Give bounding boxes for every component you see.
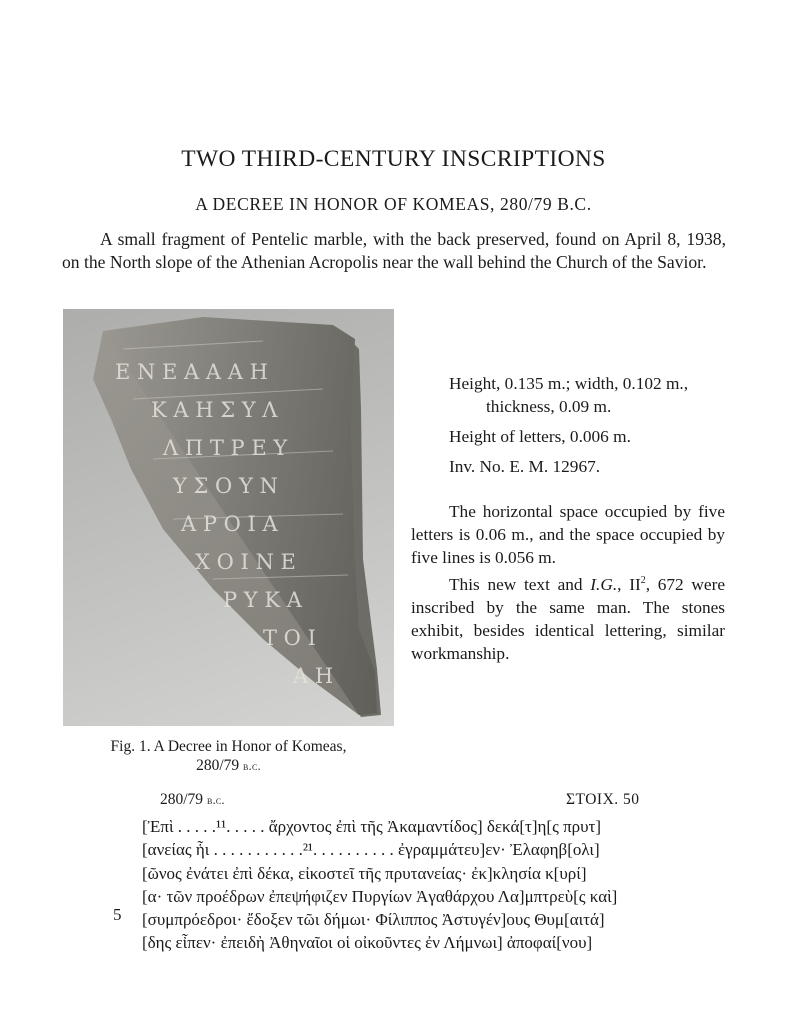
figure-caption-line1: Fig. 1. A Decree in Honor of Komeas, <box>110 738 347 755</box>
inscription-line: [Ἐπὶ . . . . .¹¹. . . . . ἄρχοντος ἐπὶ τῆς Ἀκαμαντίδος] δεκά[τ]η[ς πρυτ] <box>142 817 602 836</box>
stone-letter-row: Α Ρ Ο Ι Α <box>181 512 278 536</box>
stone-fragment-image <box>63 309 394 726</box>
measure-letters: Height of letters, 0.006 m. <box>449 427 631 446</box>
measure-inventory: Inv. No. E. M. 12967. <box>449 457 601 476</box>
inscription-line: [συμπρόεδροι· ἔδοξεν τῶι δήμωι· Φίλιππος Ἀστυγέν]ους Θυμ[αιτά] <box>142 910 605 930</box>
stone-letter-row: Υ Σ Ο Υ Ν <box>173 474 278 498</box>
greek-inscription-text <box>142 815 682 955</box>
paragraph-spacing: The horizontal space occupied by five letters is 0.06 m., and the space occupied by five lines is 0.056 m. <box>411 502 725 567</box>
inscription-date: 280/79 b.c. <box>160 791 225 808</box>
measure-height-width: Height, 0.135 m.; width, 0.102 m., <box>449 374 689 393</box>
intro-paragraph: A small fragment of Pentelic marble, with the back preserved, found on April 8, 1938, on the North slope of the Athenian Acropolis near the wall behind the Church of the Savior. <box>62 229 726 272</box>
inscription-photo <box>63 309 394 726</box>
figure-caption-year: 280/79 <box>196 757 240 774</box>
inscription-line: [α· τῶν προέδρων ἐπεψήφιζεν Πυργίων Ἀγαθάρχου Λα]μπτρεὺ[ς καὶ] <box>142 886 618 906</box>
measurements-block <box>449 372 739 485</box>
figure-caption-era: b.c. <box>243 759 261 773</box>
figure-caption <box>63 737 394 776</box>
stone-letter-row: Κ Α Η Σ Υ Λ <box>151 398 278 422</box>
stoichedon-label: ΣΤΟΙΧ. 50 <box>566 791 640 808</box>
ig-reference: I.G. <box>590 574 618 594</box>
line-number: 5 <box>113 905 122 924</box>
inscription-line: [δης εἶπεν· ἐπειδὴ Ἀθηναῖοι οἱ οἰκοῦντες ἐν Λήμνωι] ἀποφαί[νου] <box>142 933 593 953</box>
stone-letter-row: Ρ Υ Κ Α <box>223 588 302 612</box>
inscription-line: [ῶνος ἐνάτει ἐπὶ δέκα, εἰκοστεῖ τῆς πρυτανείας· ἐκ]κλησία κ[υρί] <box>142 863 587 883</box>
article-subtitle: A DECREE IN HONOR OF KOMEAS, 280/79 B.C. <box>195 194 592 214</box>
description-text <box>411 500 725 665</box>
stone-letter-row: Τ Ο Ι <box>263 626 316 650</box>
stone-letter-row: Α Η <box>293 664 334 688</box>
page-title: TWO THIRD-CENTURY INSCRIPTIONS <box>181 146 606 172</box>
paragraph-comparison: This new text and I.G., $II^2$, 672 were inscribed by the same man. The stones exhibit, besides identical lettering, similar workmanship. <box>411 574 725 663</box>
measure-thickness: thickness, 0.09 m. <box>486 397 612 416</box>
stone-letter-row: Χ Ο Ι Ν Ε <box>195 550 296 574</box>
stone-letter-row: Λ Π Τ Ρ Ε Υ <box>163 436 288 460</box>
inscription-line: [ανείας ἧι . . . . . . . . . . .²¹. . . . . . . . . . ἐγραμμάτευ]εν· Ἐλαφηβ[ολι] <box>142 840 600 860</box>
stone-letter-row: Ε Ν Ε Α Α Α Η <box>115 360 268 384</box>
